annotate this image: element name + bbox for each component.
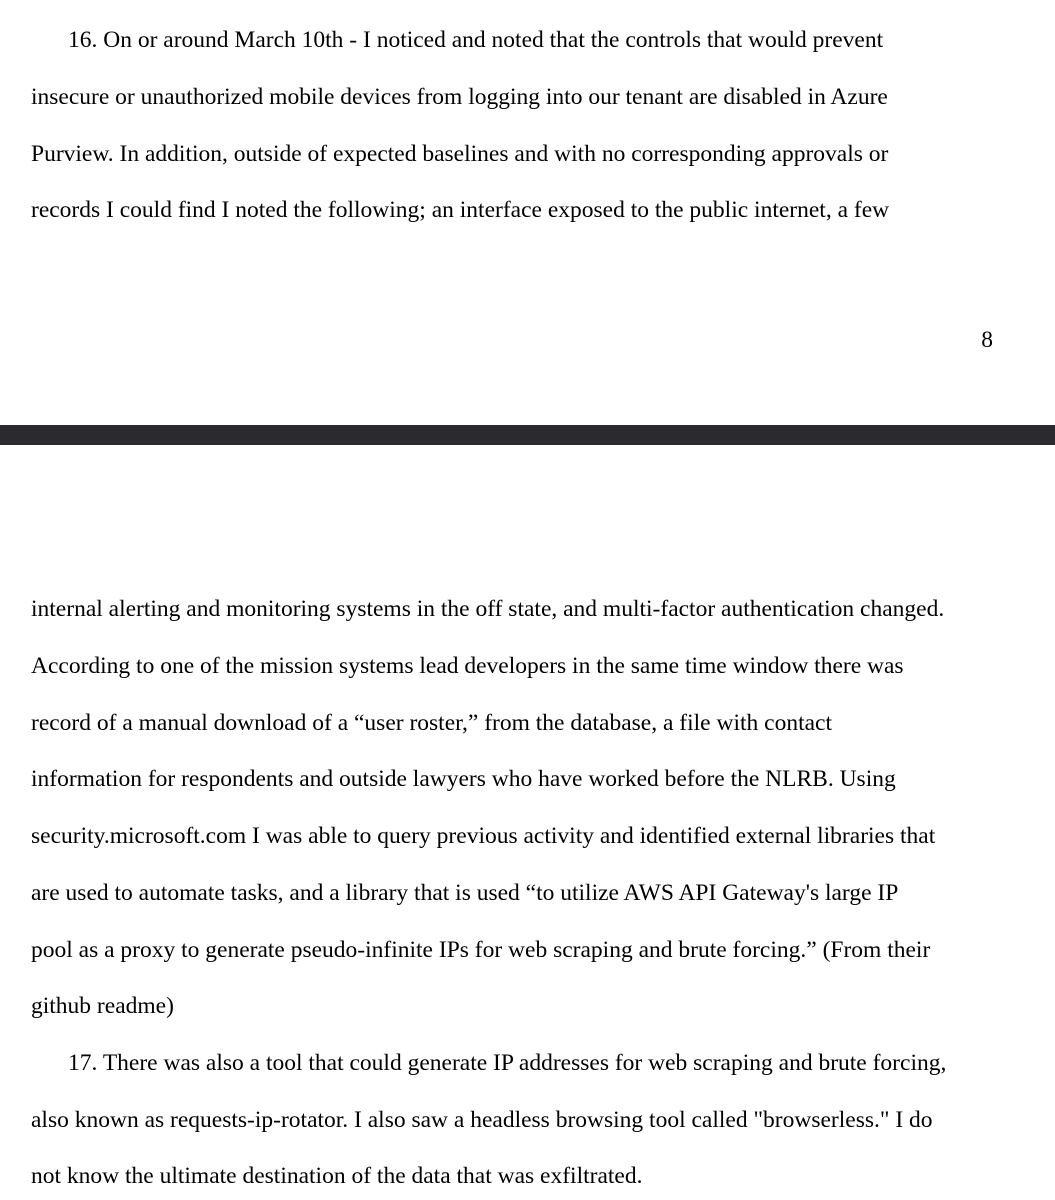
paragraph-17-line-3: not know the ultimate destination of the data that was exfiltrated. [31, 1163, 643, 1189]
document-page-8 [0, 0, 1055, 425]
paragraph-16-line-3: Purview. In addition, outside of expected baselines and with no corresponding approvals or [31, 141, 889, 167]
paragraph-16-line-1: 16. On or around March 10th - I noticed and noted that the controls that would prevent [68, 27, 884, 53]
paragraph-16-line-11: pool as a proxy to generate pseudo-infinite IPs for web scraping and brute forcing.” (From their [31, 937, 931, 963]
page-number: 8 [981, 327, 993, 353]
paragraph-16-line-8: information for respondents and outside lawyers who have worked before the NLRB. Using [31, 766, 896, 792]
paragraph-16-line-7: record of a manual download of a “user roster,” from the database, a file with contact [31, 710, 832, 736]
paragraph-16-line-10: are used to automate tasks, and a library that is used “to utilize AWS API Gateway's large IP [31, 880, 899, 906]
paragraph-16-line-5: internal alerting and monitoring systems in the off state, and multi-factor authentication changed. [31, 596, 945, 622]
document-page-9 [0, 445, 1055, 1200]
page-break-divider [0, 425, 1055, 445]
paragraph-16-line-12: github readme) [31, 993, 174, 1019]
paragraph-16-line-6: According to one of the mission systems lead developers in the same time window there was [31, 653, 904, 679]
paragraph-16-line-4: records I could find I noted the following; an interface exposed to the public internet, a few [31, 197, 890, 223]
paragraph-17-line-1: 17. There was also a tool that could generate IP addresses for web scraping and brute forcing, [68, 1050, 947, 1076]
paragraph-16-line-9: security.microsoft.com I was able to query previous activity and identified external libraries that [31, 823, 936, 849]
paragraph-16-line-2: insecure or unauthorized mobile devices from logging into our tenant are disabled in Azure [31, 84, 888, 110]
paragraph-17-line-2: also known as requests-ip-rotator. I also saw a headless browsing tool called "browserless." I do [31, 1107, 933, 1133]
